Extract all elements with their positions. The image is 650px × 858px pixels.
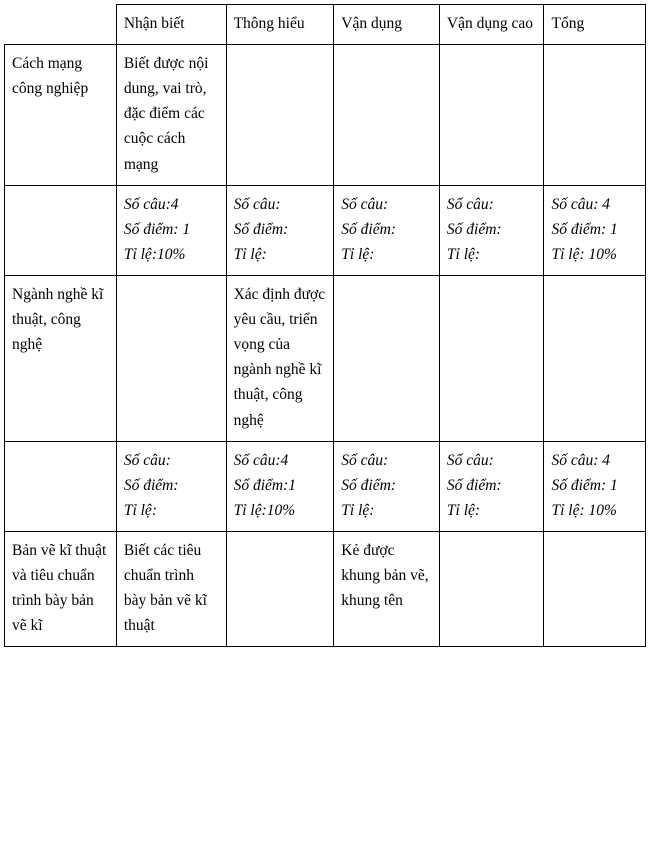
cell-stats-van-dung-cao: [439, 441, 544, 531]
row-label: Cách mạng công nghiệp: [5, 45, 117, 186]
stat-ti-le: Tỉ lệ:: [446, 501, 481, 519]
stat-so-cau: Số câu:: [123, 451, 171, 469]
cell-stats-thong-hieu: [226, 441, 334, 531]
stat-ti-le: Tỉ lệ: 10%: [551, 501, 617, 519]
stat-ti-le: Tỉ lệ:: [341, 501, 375, 519]
stat-so-diem: Số điểm:1: [233, 476, 297, 494]
row-label: [5, 441, 117, 531]
stat-so-cau: Số câu: 4: [551, 451, 611, 469]
column-header-thong-hieu: Thông hiểu: [226, 5, 334, 45]
stat-so-diem: Số điểm: 1: [551, 476, 618, 494]
cell-van-dung: [334, 275, 440, 441]
table-row: [5, 531, 646, 646]
cell-stats-tong: [544, 441, 646, 531]
stat-so-cau: Số câu:: [446, 195, 494, 213]
stat-so-diem: Số điểm:: [341, 220, 396, 238]
table-row: [5, 45, 646, 186]
cell-nhan-biet: Biết được nội dung, vai trò, đặc điểm các cuộc cách mạng: [116, 45, 226, 186]
cell-stats-van-dung-cao: [439, 185, 544, 275]
stat-so-cau: Số câu:: [341, 451, 389, 469]
column-header-nhan-biet: Nhận biết: [116, 5, 226, 45]
stat-so-diem: Số điểm:: [341, 476, 396, 494]
column-header-van-dung: Vận dụng: [334, 5, 440, 45]
cell-tong: [544, 531, 646, 646]
stat-ti-le: Tỉ lệ:: [123, 501, 157, 519]
table-row: [5, 441, 646, 531]
stat-so-diem: Số điểm:: [123, 476, 179, 494]
stat-so-diem: Số điểm:: [446, 220, 502, 238]
cell-stats-nhan-biet: [116, 185, 226, 275]
row-label: [5, 185, 117, 275]
cell-tong: [544, 45, 646, 186]
cell-van-dung: Kẻ được khung bản vẽ, khung tên: [334, 531, 440, 646]
table-body: [5, 45, 646, 647]
stat-so-diem: Số điểm:: [233, 220, 289, 238]
stat-so-diem: Số điểm: 1: [551, 220, 618, 238]
stat-so-cau: Số câu: 4: [551, 195, 611, 213]
cell-stats-van-dung: [334, 185, 440, 275]
column-header-van-dung-cao: Vận dụng cao: [439, 5, 544, 45]
table-row: [5, 275, 646, 441]
cell-thong-hieu: [226, 531, 334, 646]
stat-ti-le: Tỉ lệ:: [233, 245, 267, 263]
stat-ti-le: Tỉ lệ:: [341, 245, 375, 263]
column-header-tong: Tổng: [544, 5, 646, 45]
stat-ti-le: Tỉ lệ:10%: [123, 245, 186, 263]
stat-so-diem: Số điểm: 1: [123, 220, 191, 238]
table-header-row: [5, 5, 646, 45]
cell-stats-tong: [544, 185, 646, 275]
cell-van-dung-cao: [439, 45, 544, 186]
stat-so-cau: Số câu:: [446, 451, 494, 469]
stat-so-diem: Số điểm:: [446, 476, 502, 494]
stat-ti-le: Tỉ lệ:: [446, 245, 481, 263]
cell-nhan-biet: Biết các tiêu chuẩn trình bày bản vẽ kĩ thuật: [116, 531, 226, 646]
table-header: [5, 5, 646, 45]
stat-so-cau: Số câu:: [233, 195, 281, 213]
stat-so-cau: Số câu:4: [233, 451, 289, 469]
cell-van-dung-cao: [439, 531, 544, 646]
cell-thong-hieu: Xác định được yêu cầu, triển vọng của ngành nghề kĩ thuật, công nghệ: [226, 275, 334, 441]
column-header-corner: [5, 5, 117, 45]
row-label: Bản vẽ kĩ thuật và tiêu chuẩn trình bày bản vẽ kĩ: [5, 531, 117, 646]
cell-van-dung: [334, 45, 440, 186]
table-row: [5, 185, 646, 275]
stat-so-cau: Số câu:: [341, 195, 389, 213]
row-label: Ngành nghề kĩ thuật, công nghệ: [5, 275, 117, 441]
cell-stats-thong-hieu: [226, 185, 334, 275]
stat-ti-le: Tỉ lệ: 10%: [551, 245, 617, 263]
cell-stats-nhan-biet: [116, 441, 226, 531]
cell-van-dung-cao: [439, 275, 544, 441]
cell-stats-van-dung: [334, 441, 440, 531]
assessment-matrix-table: [4, 4, 646, 647]
stat-so-cau: Số câu:4: [123, 195, 179, 213]
cell-tong: [544, 275, 646, 441]
cell-nhan-biet: [116, 275, 226, 441]
stat-ti-le: Tỉ lệ:10%: [233, 501, 296, 519]
cell-thong-hieu: [226, 45, 334, 186]
